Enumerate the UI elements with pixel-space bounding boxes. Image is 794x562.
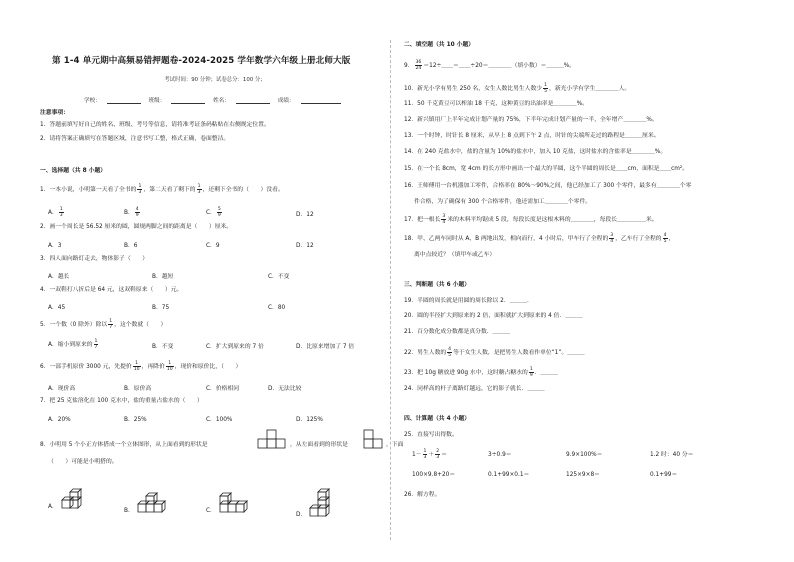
question-8-mid: ，从左面看到的形状是 xyxy=(290,442,348,448)
option-a[interactable]: A．45 xyxy=(48,305,66,311)
section-fill-heading: 二、填空题（共 10 小题） xyxy=(404,42,475,48)
question-4: 4．一双鞋打八折后是 64 元，这双鞋原来（ ）元。 xyxy=(40,287,183,293)
calc-item: 0.1+99×0.1＝ xyxy=(488,472,530,478)
calc-item: 125×9×8＝ xyxy=(566,472,600,478)
question-24: 24．同样高的杆子离路灯越远，它的影子就长．＿＿＿ xyxy=(404,386,545,392)
question-15: 15．在一个长 8cm，宽 4cm 的长方形中画出一个最大的半圆，这个半圆的周长是＿＿cm，面积是＿＿cm²。 xyxy=(404,166,689,172)
option-c[interactable]: C． $\frac{5}{9}$ xyxy=(206,207,221,218)
name-blank[interactable] xyxy=(236,103,270,104)
top-view-figure xyxy=(258,430,288,452)
option-b[interactable]: B．75 xyxy=(152,305,170,311)
question-8-tail: （ ）可能是小明搭的。 xyxy=(48,459,118,465)
option-c[interactable]: C．100% xyxy=(206,417,233,423)
option-c[interactable]: C．不变 xyxy=(268,274,290,280)
question-10: 10．新光小学有男生 250 名，女生人数比男生人数少 $\frac{1}{5}$ ，新光小学有学生＿＿＿＿人。 xyxy=(404,83,631,94)
section-calc-heading: 四、计算题（共 4 小题） xyxy=(404,416,471,422)
note-1: 1．答题前填写好自己的姓名、班级、考号等信息，请将准考证条码粘贴在右侧规定位置。 xyxy=(40,122,270,128)
option-a[interactable]: A．20% xyxy=(48,417,71,423)
option-c[interactable]: C．扩大到原来的 7 倍 xyxy=(206,344,264,350)
question-16-line2: 件合格，为了确保有 300 个合格零件，他还需加工＿＿＿＿个零件。 xyxy=(414,199,592,205)
option-b[interactable]: B．25% xyxy=(124,417,147,423)
question-3: 3．四人面向路灯走去，物体影子（ ） xyxy=(40,256,149,262)
option-a[interactable]: A． xyxy=(48,488,94,510)
question-1: 1．一本小说，小明第一天看了全书的 $\frac{1}{3}$ ，第二天看了剩下的 $\frac{1}{3}$ ，还剩下全书的（ ）没看。 xyxy=(40,184,284,195)
fraction: $\frac{1}{3}$ xyxy=(197,184,201,195)
option-a[interactable]: A．现价高 xyxy=(48,386,76,392)
option-b[interactable]: B． xyxy=(124,488,176,514)
exam-subtitle: 考试时间：90 分钟；试卷总分：100 分； xyxy=(164,77,266,83)
class-blank[interactable] xyxy=(171,103,205,104)
option-b[interactable]: B．原价高 xyxy=(124,386,152,392)
question-5: 5．一个数（0 除外）除以 $\frac{1}{7}$ ，这个数就（ ） xyxy=(40,319,167,330)
left-view-figure xyxy=(364,430,384,452)
page-title: 第 1-4 单元期中高频易错押题卷-2024-2025 学年数学六年级上册北师大版 xyxy=(52,56,351,66)
fraction: $\frac{1}{3}$ xyxy=(138,184,142,195)
option-d[interactable]: D．12 xyxy=(296,243,314,249)
calc-item: 1.2 时：40 分＝ xyxy=(650,452,694,458)
question-21: 21．百分数化成分数都是真分数．＿＿＿ xyxy=(404,329,510,335)
option-d[interactable]: D．无法比较 xyxy=(268,386,302,392)
student-info-line xyxy=(84,96,347,104)
option-d[interactable]: D．比原来增加了 7 倍 xyxy=(296,344,355,350)
option-b[interactable]: B．不变 xyxy=(152,344,174,350)
option-c[interactable]: C． xyxy=(206,488,258,514)
question-20: 20．圆的半径扩大到原来的 2 倍，面积就扩大到原来的 4 倍．＿＿＿ xyxy=(404,313,583,319)
question-13: 13．一个时钟，时针长 8 厘米，从早上 8 点到下午 2 点，时针的尖端所走过的路程是＿＿＿厘米。 xyxy=(404,133,660,139)
question-8-end: ，下面 xyxy=(386,442,404,448)
calc-item: 3÷0.9＝ xyxy=(488,452,512,458)
calc-item: 1－ $\frac{1}{3}$ ＋ $\frac{2}{3}$ ＝ xyxy=(412,449,447,460)
option-a[interactable]: A．缩小到原来的 $\frac{1}{7}$ xyxy=(48,339,98,350)
question-22: 22．男生人数的 $\frac{4}{5}$ 等于女生人数，是把男生人数看作单位“1”。＿＿＿ xyxy=(404,347,585,358)
option-d[interactable]: D．12 xyxy=(296,212,314,218)
question-7: 7．把 25 克盐溶化在 100 克水中，盐的重量占盐水的（ ） xyxy=(40,398,203,404)
school-blank[interactable] xyxy=(107,103,141,104)
option-c[interactable]: C．9 xyxy=(206,243,220,249)
question-25: 25．直接写出得数。 xyxy=(404,432,458,438)
section-choice-heading: 一、选择题（共 8 小题） xyxy=(40,168,107,174)
question-23: 23．把 10g 糖放进 90g 水中，这时糖占糖水的 $\frac{1}{9}$ ．＿＿＿ xyxy=(404,367,558,378)
calc-item: 100×9.8+20＝ xyxy=(412,472,456,478)
question-18: 18．甲、乙两车同时从 A、B 两地出发，相向而行，4 小时后，甲车行了全程的 $\frac{3}{4}$ ，乙车行了全程的 $\frac{4}{5}$ ， xyxy=(404,233,675,244)
option-d[interactable]: D． xyxy=(296,488,348,518)
option-b[interactable]: B．越短 xyxy=(152,274,174,280)
option-a[interactable]: A． $\frac{1}{3}$ xyxy=(48,207,63,218)
section-judge-heading: 三、判断题（共 6 小题） xyxy=(404,282,471,288)
question-14: 14．在 240 克盐水中，盐的含量为 10%的盐水中，加入 10 克盐，这时盐水的含盐率是＿＿＿＿%。 xyxy=(404,149,667,155)
question-2: 2．画一个周长是 56.52 厘米的圆，圆规两脚之间的距离是（ ）厘米。 xyxy=(40,224,233,230)
question-9: 9． $\frac{36}{24}$ ＝12÷＿＿＝＿＿÷20＝＿＿＿＿（填小数）＝＿＿＿%。 xyxy=(404,60,576,71)
name-label: 姓名： xyxy=(213,98,230,104)
calc-item: 9.9×100%＝ xyxy=(566,452,603,458)
option-d[interactable]: D．125% xyxy=(296,417,323,423)
column-divider xyxy=(390,40,391,540)
score-label: 成绩： xyxy=(277,98,295,104)
school-label: 学校： xyxy=(84,98,101,104)
question-6: 6．一部手机原价 3000 元，先提价 $\frac{1}{10}$ ，再降价 $\frac{1}{10}$ ，现价和原价比，（ ） xyxy=(40,361,242,372)
question-18-tail: 离中点较近？（填甲车或乙车） xyxy=(414,252,496,258)
note-2: 2．请将答案正确填写在答题区域，注意书写工整，格式正确，卷面整洁。 xyxy=(40,136,230,142)
question-12: 12．新兴镇用厂上半年完成计划产量的 75%，下半年完成计划产量的一半，全年增产＿＿＿＿%。 xyxy=(404,117,658,123)
question-17: 17．把一根长 $\frac{3}{4}$ 米的木料平均锯成 5 段，每段长度是这根木料的＿＿＿＿，每段长＿＿＿＿＿米。 xyxy=(404,214,658,225)
option-c[interactable]: C．80 xyxy=(268,305,286,311)
notes-heading: 注意事项： xyxy=(40,110,69,116)
option-b[interactable]: B．6 xyxy=(124,243,138,249)
question-19: 19．半圆的周长就是用圆的周长除以 2．＿＿＿． xyxy=(404,298,533,304)
question-11: 11．50 千克黄豆可以榨油 18 千克，这种黄豆的出油率是＿＿＿＿%。 xyxy=(404,101,588,107)
question-16-line1: 16．王师傅用一台机器加工零件，合格率在 80%～90%之间，他已经加工了 300 个零件，最多有＿＿＿＿个零 xyxy=(404,183,692,189)
option-a[interactable]: A．3 xyxy=(48,243,62,249)
option-b[interactable]: B． $\frac{4}{9}$ xyxy=(124,207,139,218)
class-label: 班级： xyxy=(148,98,166,104)
question-26: 26．解方程。 xyxy=(404,492,441,498)
question-8: 8．小明用 5 个小正方体搭成一个立体图形，从上面看到的形状是 xyxy=(40,442,208,448)
calc-item: 0.1+99＝ xyxy=(650,472,678,478)
option-a[interactable]: A．越长 xyxy=(48,274,70,280)
option-c[interactable]: C．价格相同 xyxy=(206,386,240,392)
score-blank[interactable] xyxy=(301,103,341,104)
